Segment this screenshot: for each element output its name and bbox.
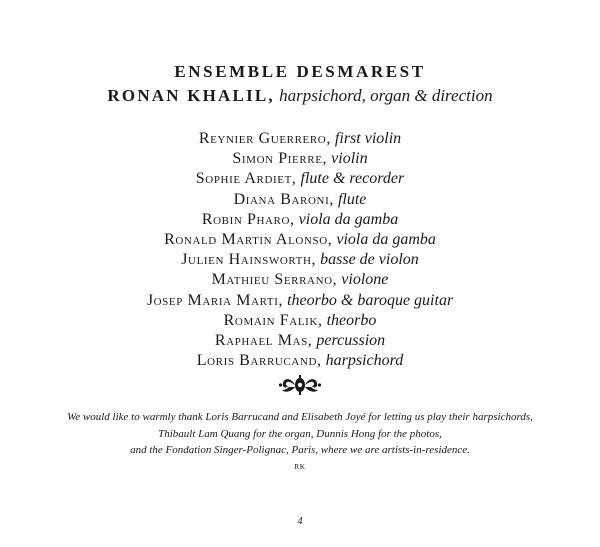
member-item xyxy=(0,169,600,189)
member-name: Sophie Ardiet, xyxy=(195,170,297,188)
member-name: Reynier Guerrero, xyxy=(198,130,331,147)
member-name: Mathieu Serrano, xyxy=(211,271,338,289)
member-item xyxy=(0,291,600,311)
member-role: violone xyxy=(341,271,389,289)
member-name: Robin Pharo, xyxy=(201,210,295,228)
member-name: Simon Pierre, xyxy=(232,150,328,168)
member-item xyxy=(0,311,600,331)
acknowledgement-text xyxy=(0,409,600,459)
member-name: Ronald Martin Alonso, xyxy=(164,230,333,248)
member-item xyxy=(0,250,600,270)
director-name: RONAN KHALIL, xyxy=(107,86,275,105)
member-item xyxy=(0,129,600,149)
acknowledgement-line: and the Fondation Singer-Polignac, Paris, where we are artists-in-residence. xyxy=(130,444,470,456)
member-role: first violin xyxy=(334,130,402,147)
member-role: flute xyxy=(337,190,367,208)
member-name: Diana Baroni, xyxy=(233,190,334,208)
member-item xyxy=(0,149,600,169)
member-item xyxy=(0,230,600,250)
member-item xyxy=(0,190,600,210)
member-role: theorbo & baroque guitar xyxy=(287,291,454,309)
member-item xyxy=(0,270,600,290)
member-role: flute & recorder xyxy=(300,170,405,188)
fleuron-ornament-icon xyxy=(278,374,322,396)
acknowledgement-line: We would like to warmly thank Loris Barrucand and Elisabeth Joyé for letting us play their harpsichords, xyxy=(67,411,533,423)
member-role: harpsichord xyxy=(325,352,404,370)
member-role: violin xyxy=(331,150,368,168)
member-name: Loris Barrucand, xyxy=(196,352,322,370)
member-role: percussion xyxy=(316,331,386,349)
director-credit xyxy=(0,86,600,106)
page-number: 4 xyxy=(297,516,303,527)
member-name: Josep Maria Marti, xyxy=(146,291,284,309)
member-list xyxy=(0,129,600,371)
member-name: Julien Hainsworth, xyxy=(181,251,317,269)
member-name: Romain Falik, xyxy=(223,311,323,329)
member-item xyxy=(0,210,600,230)
acknowledgement-line: Thibault Lam Quang for the organ, Dunnis Hong for the photos, xyxy=(158,427,442,440)
member-role: basse de violon xyxy=(320,251,419,269)
member-item xyxy=(0,331,600,351)
ensemble-title: ENSEMBLE DESMAREST xyxy=(174,62,426,81)
director-role: harpsichord, organ & direction xyxy=(279,86,493,105)
member-role: theorbo xyxy=(326,311,377,329)
signature-initials: RK xyxy=(294,462,306,471)
member-role: viola da gamba xyxy=(336,230,436,248)
member-role: viola da gamba xyxy=(298,210,399,228)
member-name: Raphael Mas, xyxy=(214,331,313,349)
member-item xyxy=(0,351,600,371)
